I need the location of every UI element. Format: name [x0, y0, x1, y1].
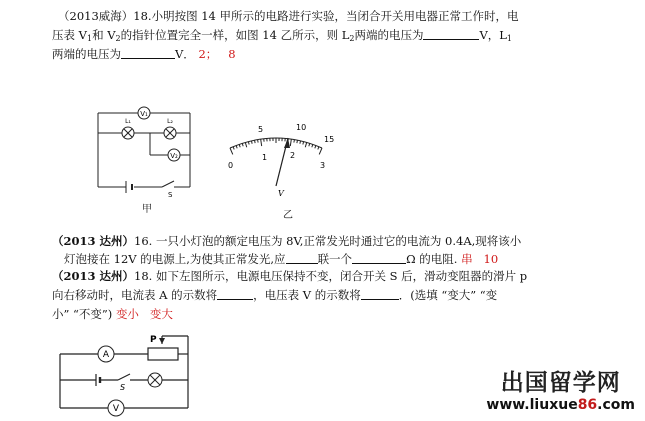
ammeter-a: [98, 346, 114, 362]
voltmeter-v: [108, 400, 124, 416]
q1-blank2[interactable]: [121, 47, 175, 59]
dial-bottom-3: 3: [320, 161, 326, 170]
q2-line2: [64, 251, 498, 267]
dial-tick: [312, 144, 313, 147]
dial-tick: [315, 146, 316, 149]
svg-text:V: V: [112, 404, 120, 414]
fig-label-yi: 乙: [283, 210, 293, 221]
q3-text2c: ．(选填 “变大” “变: [398, 288, 498, 302]
q3-source: （2013 达州）: [52, 269, 135, 283]
svg-text:L₂: L₂: [167, 118, 173, 125]
watermark-cn: 出国留学网: [500, 370, 621, 396]
q2-number: 16.: [134, 234, 153, 248]
q1-text1: 小明按图 14 甲所示的电路进行实验，当闭合开关用电器正常工作时，电: [151, 9, 519, 23]
q1-text2b: 和 V: [92, 28, 116, 42]
q1-line2: [52, 27, 512, 43]
watermark: [486, 364, 635, 413]
sub-2a: 2: [115, 34, 121, 43]
q3-text3: 小” “不变”): [52, 307, 113, 321]
q3-blank1[interactable]: [217, 288, 253, 300]
lamp-l1: [122, 118, 134, 139]
dial-tick: [290, 139, 291, 146]
fig-label-jia: 甲: [142, 204, 152, 215]
dial-tick: [319, 148, 322, 154]
dial-tick: [261, 139, 262, 146]
dial-tick: [245, 142, 246, 147]
q2-answer: 串 10: [461, 252, 499, 266]
slider-p-label: P: [150, 335, 157, 345]
dial-top-5: 5: [258, 125, 264, 134]
lamp: [148, 373, 162, 387]
svg-text:V₂: V₂: [170, 152, 178, 160]
q1-line3: [52, 46, 236, 62]
q3-blank2[interactable]: [361, 288, 399, 300]
dial-tick: [297, 140, 298, 143]
dial-tick: [305, 142, 306, 147]
dial-tick: [309, 143, 310, 146]
q1-text3b: V．: [175, 47, 195, 61]
q3-line2: [52, 287, 497, 303]
q1-text2c: 的指针位置完全一样，如图 14 乙所示，则 L: [120, 28, 350, 42]
voltmeter-v2: [168, 149, 180, 161]
q2-line1: [52, 233, 521, 249]
dial-tick: [300, 141, 301, 144]
q1-blank1[interactable]: [423, 28, 479, 40]
dial-tick: [294, 140, 295, 143]
q1-text2a: 压表 V: [52, 28, 87, 42]
q1-text2e: V，L: [479, 28, 507, 42]
q3-number: 18.: [134, 269, 153, 283]
voltmeter-dial-yi: [218, 118, 336, 208]
sub-1a: 1: [86, 34, 93, 43]
q1-text3a: 两端的电压为: [52, 47, 121, 61]
lamp-l2: [164, 118, 176, 139]
svg-text:L₁: L₁: [125, 118, 131, 125]
dial-tick: [230, 148, 233, 154]
dial-top-10: 10: [296, 123, 307, 132]
circuit-q3: [50, 328, 200, 420]
slider-arrow-icon: [159, 338, 165, 344]
switch-s-label: S: [120, 383, 126, 392]
q3-text1: 如下左图所示，电源电压保持不变，闭合开关 S 后，滑动变阻器的滑片 p: [155, 269, 528, 283]
q2-text2c: Ω 的电阻.: [406, 252, 458, 266]
dial-tick: [239, 144, 240, 147]
q1-number: 18.: [133, 9, 152, 23]
watermark-url[interactable]: www.liuxue86.com: [486, 397, 635, 413]
q1-source: （2013威海）: [58, 9, 134, 23]
sub-1b: 1: [506, 34, 513, 43]
dial-v-label: V: [278, 189, 284, 198]
q3-line1: [52, 268, 527, 284]
q2-blank1[interactable]: [286, 252, 318, 264]
svg-text:V₁: V₁: [140, 110, 148, 118]
switch-label: S: [168, 191, 173, 199]
circuit-jia: [90, 105, 200, 200]
dial-tick: [242, 143, 243, 146]
voltmeter-v1: [138, 107, 150, 119]
q1-answer: 2； 8: [198, 47, 236, 61]
dial-tick: [303, 142, 304, 145]
dial-tick: [236, 146, 237, 149]
sub-2b: 2: [349, 34, 355, 43]
q2-text1: 一只小灯泡的额定电压为 8V,正常发光时通过它的电流为 0.4A,现将该小: [155, 234, 522, 248]
q3-line3: [52, 306, 173, 322]
dial-tick: [258, 140, 259, 143]
dial-tick: [255, 140, 256, 143]
dial-top-15: 15: [324, 135, 335, 144]
q3-text2b: ，电压表 V 的示数将: [253, 288, 361, 302]
dial-tick: [318, 147, 319, 150]
q2-text2a: 灯泡接在 12V 的电源上,为使其正常发光,应: [64, 252, 286, 266]
dial-tick: [251, 141, 252, 144]
dial-tick: [248, 142, 249, 145]
svg-text:A: A: [102, 350, 110, 360]
dial-tick: [233, 147, 234, 150]
q2-text2b: 联一个: [317, 252, 353, 266]
q2-source: （2013 达州）: [52, 234, 135, 248]
q1-line1: [58, 8, 519, 24]
q3-text2a: 向右移动时，电流表 A 的示数将: [52, 288, 218, 302]
q3-answer: 变小 变大: [115, 307, 173, 321]
dial-bottom-0: 0: [228, 161, 234, 170]
q2-blank2[interactable]: [352, 252, 406, 264]
q1-text2d: 两端的电压为: [354, 28, 424, 42]
dial-bottom-1: 1: [262, 153, 268, 162]
dial-bottom-2: 2: [290, 151, 296, 160]
